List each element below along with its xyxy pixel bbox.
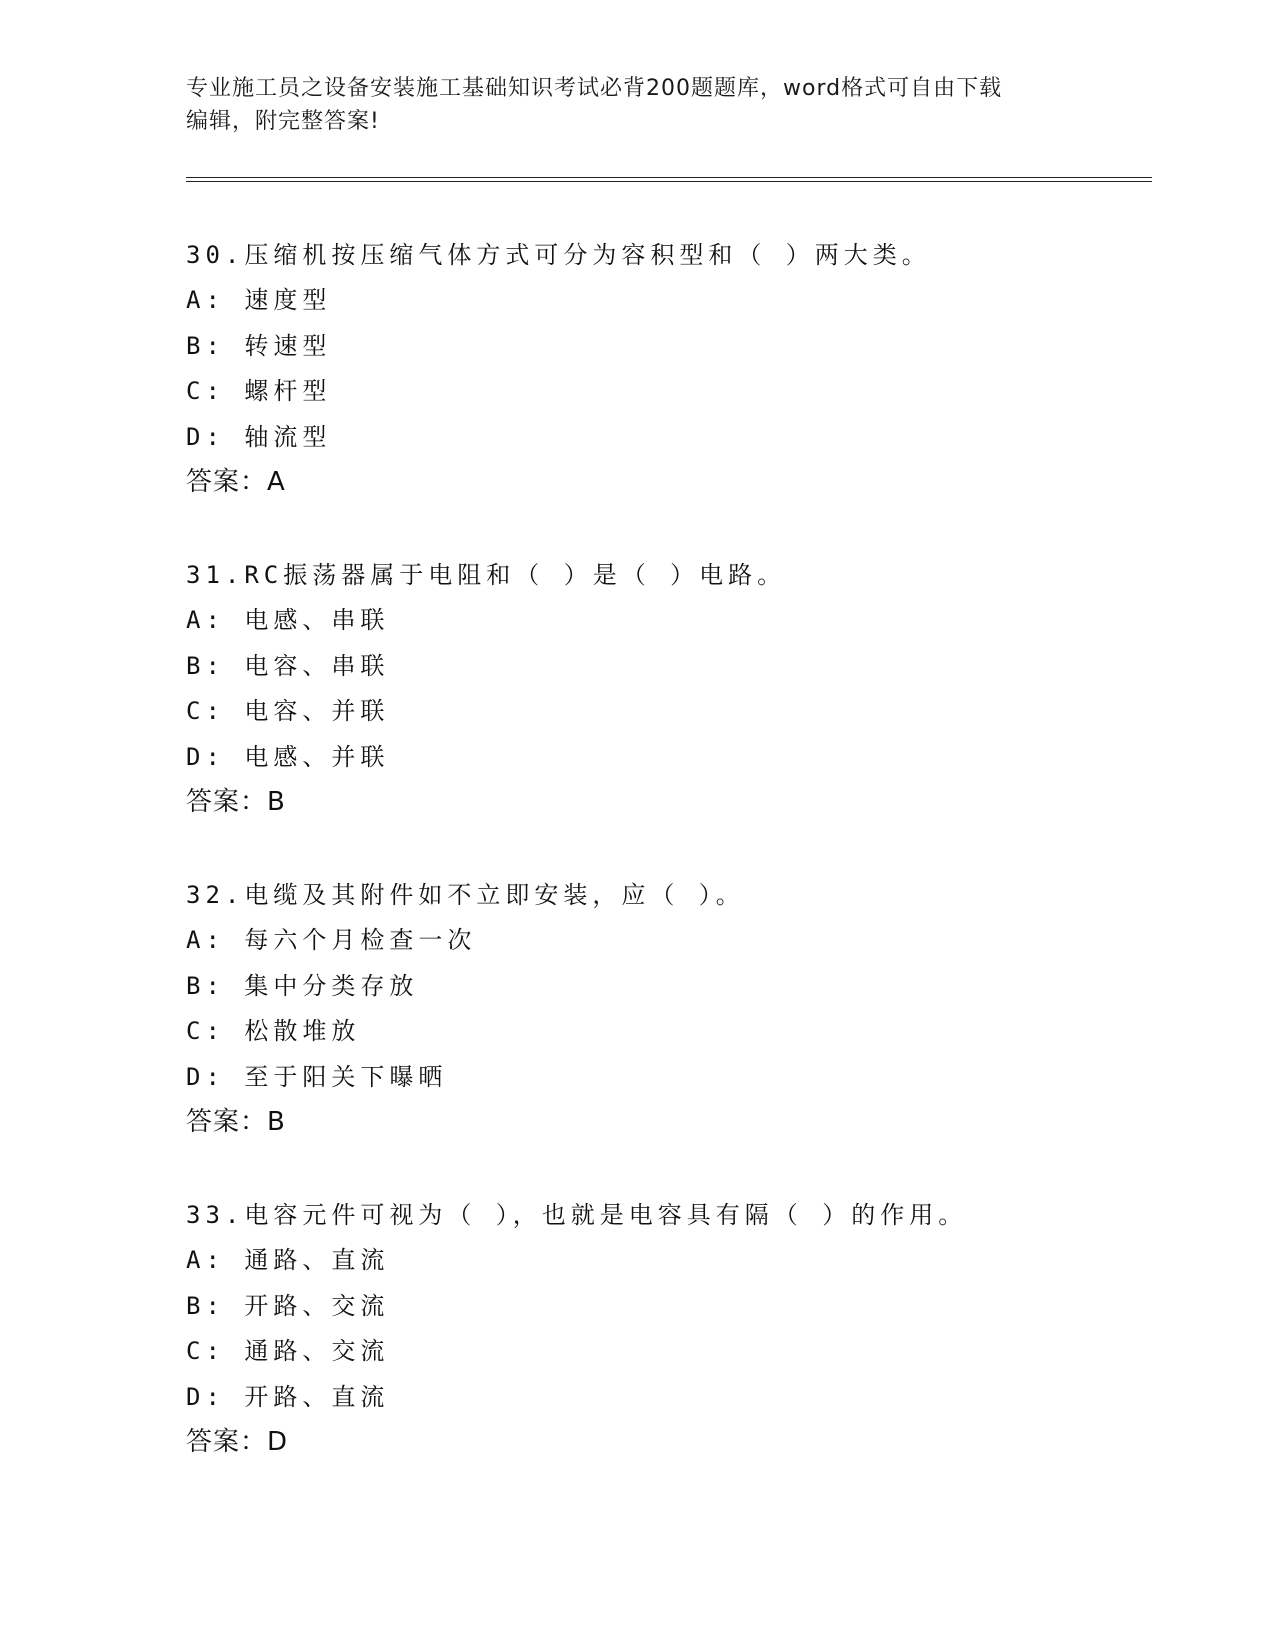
option-b: B: 集中分类存放 (186, 971, 419, 1000)
question-30 (186, 232, 1146, 552)
header-line-1: 专业施工员之设备安装施工基础知识考试必背200题题库，word格式可自由下载 (186, 76, 1003, 101)
question-31 (186, 552, 1146, 872)
question-stem: 31.RC振荡器属于电阻和（ ）是（ ）电路。 (186, 561, 787, 589)
header-double-rule (186, 177, 1152, 182)
option-a: A: 速度型 (186, 286, 332, 314)
option-a: A: 电感、串联 (186, 606, 390, 634)
answer-line: 答案：B (186, 1107, 286, 1137)
question-stem: 33.电容元件可视为（ ），也就是电容具有隔（ ）的作用。 (186, 1201, 968, 1229)
question-stem: 32.电缆及其附件如不立即安装，应（ ）。 (186, 881, 745, 909)
question-list (186, 232, 1146, 1512)
option-d: D: 至于阳关下曝晒 (186, 1062, 448, 1091)
option-c: C: 电容、并联 (186, 697, 390, 725)
option-b: B: 转速型 (186, 331, 332, 360)
option-c: C: 螺杆型 (186, 377, 332, 405)
question-32 (186, 872, 1146, 1192)
answer-line: 答案：B (186, 787, 286, 817)
option-c: C: 通路、交流 (186, 1337, 390, 1365)
question-33 (186, 1192, 1146, 1512)
option-b: B: 电容、串联 (186, 651, 390, 680)
document-header (186, 72, 1086, 138)
option-a: A: 每六个月检查一次 (186, 926, 477, 954)
option-d: D: 轴流型 (186, 422, 332, 451)
option-b: B: 开路、交流 (186, 1291, 390, 1320)
header-line-2: 编辑，附完整答案! (186, 109, 380, 134)
answer-line: 答案：A (186, 467, 286, 497)
answer-line: 答案：D (186, 1427, 289, 1457)
option-c: C: 松散堆放 (186, 1017, 361, 1045)
option-d: D: 电感、并联 (186, 742, 390, 771)
question-stem: 30.压缩机按压缩气体方式可分为容积型和（ ）两大类。 (186, 241, 931, 269)
option-a: A: 通路、直流 (186, 1246, 390, 1274)
option-d: D: 开路、直流 (186, 1382, 390, 1411)
